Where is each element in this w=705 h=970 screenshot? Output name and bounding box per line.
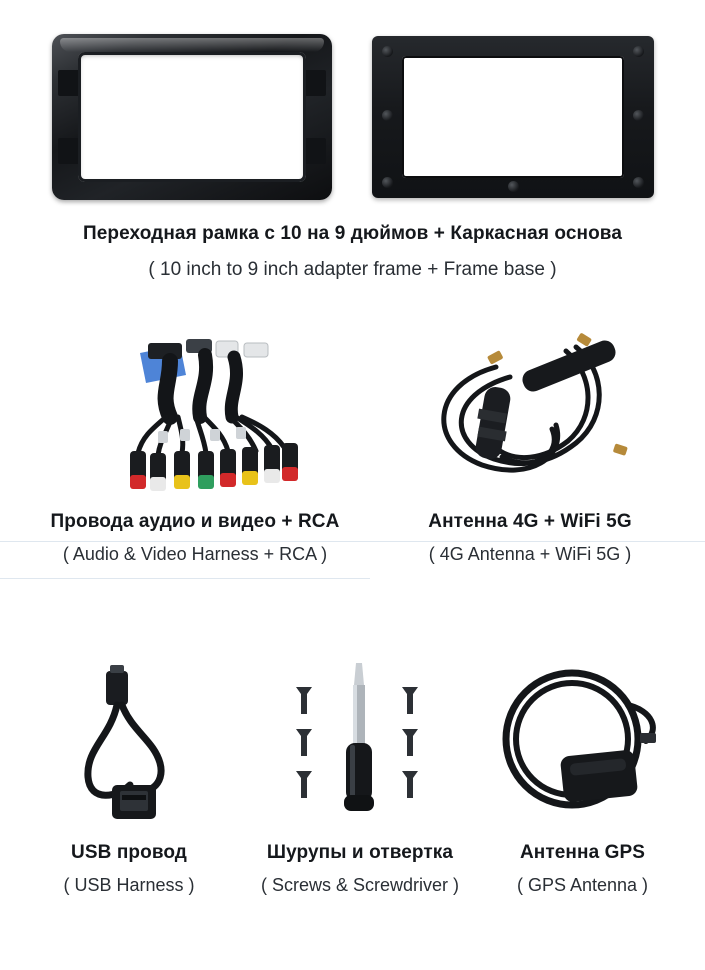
av-harness-caption-ru: Провода аудио и видео + RCA (50, 511, 340, 532)
gps-antenna-photo (470, 645, 695, 845)
antenna-4g-caption-en: ( 4G Antenna + WiFi 5G ) (428, 543, 632, 564)
av-harness-caption-en: ( Audio & Video Harness + RCA ) (62, 543, 328, 564)
frame-base-icon (372, 36, 654, 198)
adapter-frame-photo (0, 22, 705, 202)
gps-antenna-caption-en: ( GPS Antenna ) (516, 874, 649, 895)
antenna-4g-photo (370, 325, 690, 510)
screws-screwdriver-icon (240, 645, 480, 845)
usb-harness-caption-en: ( USB Harness ) (63, 874, 195, 895)
item-antenna-4g-wifi (370, 325, 690, 600)
usb-harness-caption-ru: USB провод (71, 842, 187, 863)
item-screws-screwdriver (240, 645, 480, 945)
screws-screwdriver-photo (240, 645, 480, 845)
usb-harness-icon (14, 645, 244, 845)
screws-screwdriver-caption-ru: Шурупы и отвертка (266, 842, 454, 863)
accessories-row-2 (0, 325, 705, 600)
accessories-row-3 (0, 645, 705, 945)
gps-antenna-icon (470, 645, 695, 845)
item-av-harness (20, 325, 370, 600)
av-harness-icon (20, 325, 370, 510)
av-harness-photo (20, 325, 370, 510)
screws-screwdriver-caption-en: ( Screws & Screwdriver ) (260, 874, 460, 895)
item-adapter-frame (0, 0, 705, 300)
adapter-frame-caption-en: ( 10 inch to 9 inch adapter frame + Frame base ) (148, 259, 557, 280)
adapter-frame-10-to-9-icon (52, 34, 332, 200)
gps-antenna-caption-ru: Антенна GPS (519, 842, 646, 863)
item-usb-harness (14, 645, 244, 945)
item-gps-antenna (470, 645, 695, 945)
usb-harness-photo (14, 645, 244, 845)
antenna-4g-caption-ru: Антенна 4G + WiFi 5G (428, 511, 632, 532)
adapter-frame-caption-ru: Переходная рамка с 10 на 9 дюймов + Каркасная основа (82, 223, 623, 244)
antenna-4g-wifi-icon (370, 325, 690, 510)
